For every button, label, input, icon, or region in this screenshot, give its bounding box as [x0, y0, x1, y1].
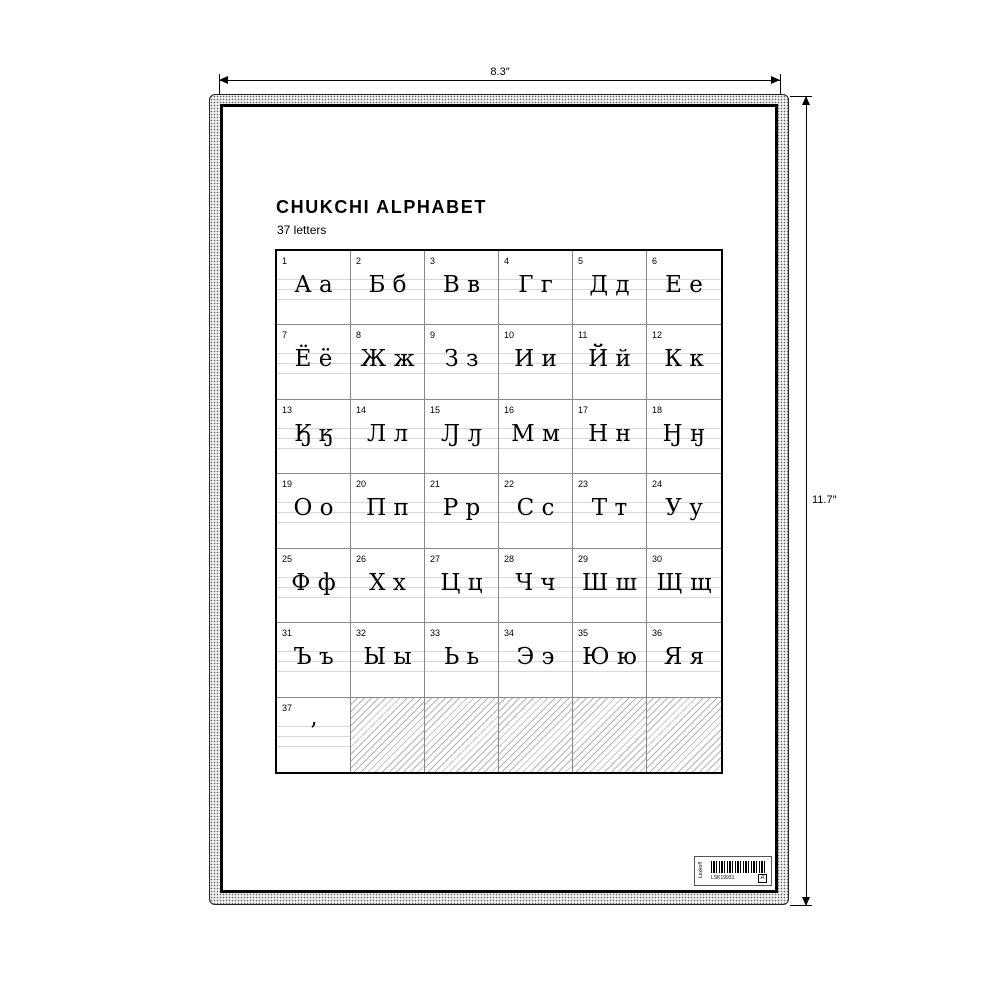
letter-glyph: В в [442, 272, 481, 298]
product-grade: A [758, 874, 767, 883]
letter-glyph: Х х [369, 569, 406, 596]
letter-glyph: Б б [368, 272, 407, 298]
letter-number: 4 [504, 256, 510, 266]
letter-cell [351, 549, 425, 623]
letter-cell [425, 251, 499, 325]
letter-number: 21 [430, 479, 441, 490]
letter-number: 15 [430, 404, 441, 415]
letter-cell [425, 474, 499, 548]
letter-number: 11 [578, 330, 588, 341]
letter-number: 3 [430, 256, 436, 266]
letter-cell [351, 400, 425, 474]
letter-glyph: У у [665, 495, 703, 522]
letter-number: 23 [578, 479, 589, 490]
letter-glyph: Щ щ [656, 569, 712, 596]
letter-number: 12 [652, 330, 663, 341]
letter-number: 8 [356, 330, 362, 341]
letter-number: 22 [504, 479, 515, 490]
letter-number: 24 [652, 479, 663, 490]
letter-number: 6 [652, 256, 658, 266]
letter-glyph: ’ [309, 718, 318, 745]
letter-glyph: Р р [442, 495, 481, 522]
letter-glyph: Т т [591, 495, 628, 522]
letter-cell [277, 400, 351, 474]
letter-cell [573, 623, 647, 697]
empty-hatched-cell [499, 698, 573, 772]
letter-glyph: З з [444, 346, 479, 373]
barcode-icon [711, 861, 767, 873]
letter-number: 28 [504, 553, 515, 564]
letter-number: 26 [356, 553, 367, 564]
letter-cell [647, 474, 721, 548]
letter-glyph: М м [511, 420, 560, 447]
letter-glyph: К к [664, 346, 704, 373]
letter-number: 16 [504, 404, 515, 415]
product-label [694, 856, 772, 886]
letter-cell [499, 251, 573, 325]
letter-cell [277, 549, 351, 623]
letter-cell [277, 251, 351, 325]
letter-number: 29 [578, 553, 589, 564]
width-dimension-label: 8.3″ [490, 66, 510, 78]
letter-glyph: Ӈ ӈ [662, 420, 706, 447]
letter-glyph: Ё ё [294, 346, 333, 373]
letter-glyph: Ь ь [443, 644, 480, 671]
letter-glyph: Н н [588, 420, 631, 447]
letter-number: 9 [430, 330, 436, 341]
letter-glyph: Ш ш [582, 569, 637, 596]
letter-number: 20 [356, 479, 367, 490]
letter-glyph: Г г [518, 272, 553, 298]
letter-cell [499, 474, 573, 548]
poster-title: CHUKCHI ALPHABET [276, 197, 487, 217]
empty-hatched-cell [425, 698, 499, 772]
letter-cell [425, 325, 499, 399]
letter-cell [277, 325, 351, 399]
letter-cell [573, 251, 647, 325]
letter-glyph: Л л [366, 420, 409, 447]
letter-cell [425, 623, 499, 697]
height-dimension-label: 11.7″ [812, 494, 837, 506]
letter-cell [351, 474, 425, 548]
letter-cell [351, 325, 425, 399]
letter-number: 10 [504, 330, 515, 341]
letter-glyph: Ъ ъ [293, 644, 334, 671]
letter-number: 13 [282, 404, 293, 415]
letter-glyph: Ю ю [582, 644, 637, 671]
letter-cell [425, 400, 499, 474]
empty-hatched-cell [573, 698, 647, 772]
letter-cell [499, 325, 573, 399]
letter-number: 17 [578, 404, 589, 415]
letter-glyph: С с [516, 495, 555, 522]
letter-number: 27 [430, 553, 441, 564]
letter-cell [647, 251, 721, 325]
letter-cell [647, 400, 721, 474]
letter-number: 34 [504, 628, 515, 639]
letter-number: 25 [282, 553, 293, 564]
letter-number: 7 [282, 330, 288, 341]
letter-number: 36 [652, 628, 663, 639]
letter-cell [573, 400, 647, 474]
letter-glyph: П п [366, 495, 409, 522]
letter-number: 33 [430, 628, 441, 639]
width-dimension-tick-right [780, 74, 781, 96]
letter-cell [573, 474, 647, 548]
letter-glyph: Ц ц [440, 569, 483, 596]
letter-glyph: Ф ф [291, 569, 336, 596]
letter-cell [277, 698, 351, 772]
letter-glyph: Ӄ ӄ [294, 420, 333, 447]
letter-cell [647, 549, 721, 623]
letter-number: 37 [282, 702, 293, 713]
alphabet-grid [275, 249, 723, 774]
letter-glyph: А а [294, 272, 333, 298]
letter-cell [351, 623, 425, 697]
letter-number: 5 [578, 256, 584, 266]
letter-cell [499, 549, 573, 623]
letter-glyph: Ԓ ԓ [440, 420, 483, 447]
letter-number: 18 [652, 404, 663, 415]
letter-glyph: И и [514, 346, 557, 373]
letter-number: 19 [282, 479, 293, 490]
letter-number: 35 [578, 628, 589, 639]
product-brand: Lexkoff [698, 861, 704, 879]
letter-number: 31 [282, 628, 293, 639]
letter-number: 30 [652, 553, 663, 564]
letter-glyph: Д д [589, 272, 630, 298]
poster-subtitle: 37 letters [277, 223, 327, 237]
product-code: LSK19931 [711, 875, 735, 881]
letter-glyph: О о [293, 495, 334, 522]
letter-cell [499, 623, 573, 697]
letter-glyph: Я я [663, 644, 705, 671]
empty-hatched-cell [647, 698, 721, 772]
letter-number: 2 [356, 256, 362, 266]
letter-cell [573, 325, 647, 399]
letter-glyph: Э э [516, 644, 555, 671]
letter-number: 14 [356, 404, 367, 415]
letter-cell [647, 325, 721, 399]
letter-number: 32 [356, 628, 367, 639]
letter-cell [647, 623, 721, 697]
letter-cell [425, 549, 499, 623]
letter-cell [277, 474, 351, 548]
letter-glyph: Е е [665, 272, 703, 298]
letter-number: 1 [282, 256, 288, 266]
letter-cell [351, 251, 425, 325]
letter-glyph: Й й [588, 346, 631, 373]
letter-glyph: Ч ч [515, 569, 556, 596]
letter-glyph: Ж ж [360, 346, 415, 373]
letter-cell [573, 549, 647, 623]
letter-cell [499, 400, 573, 474]
height-dimension-line [799, 96, 813, 906]
empty-hatched-cell [351, 698, 425, 772]
letter-glyph: Ы ы [363, 644, 412, 671]
letter-cell [277, 623, 351, 697]
